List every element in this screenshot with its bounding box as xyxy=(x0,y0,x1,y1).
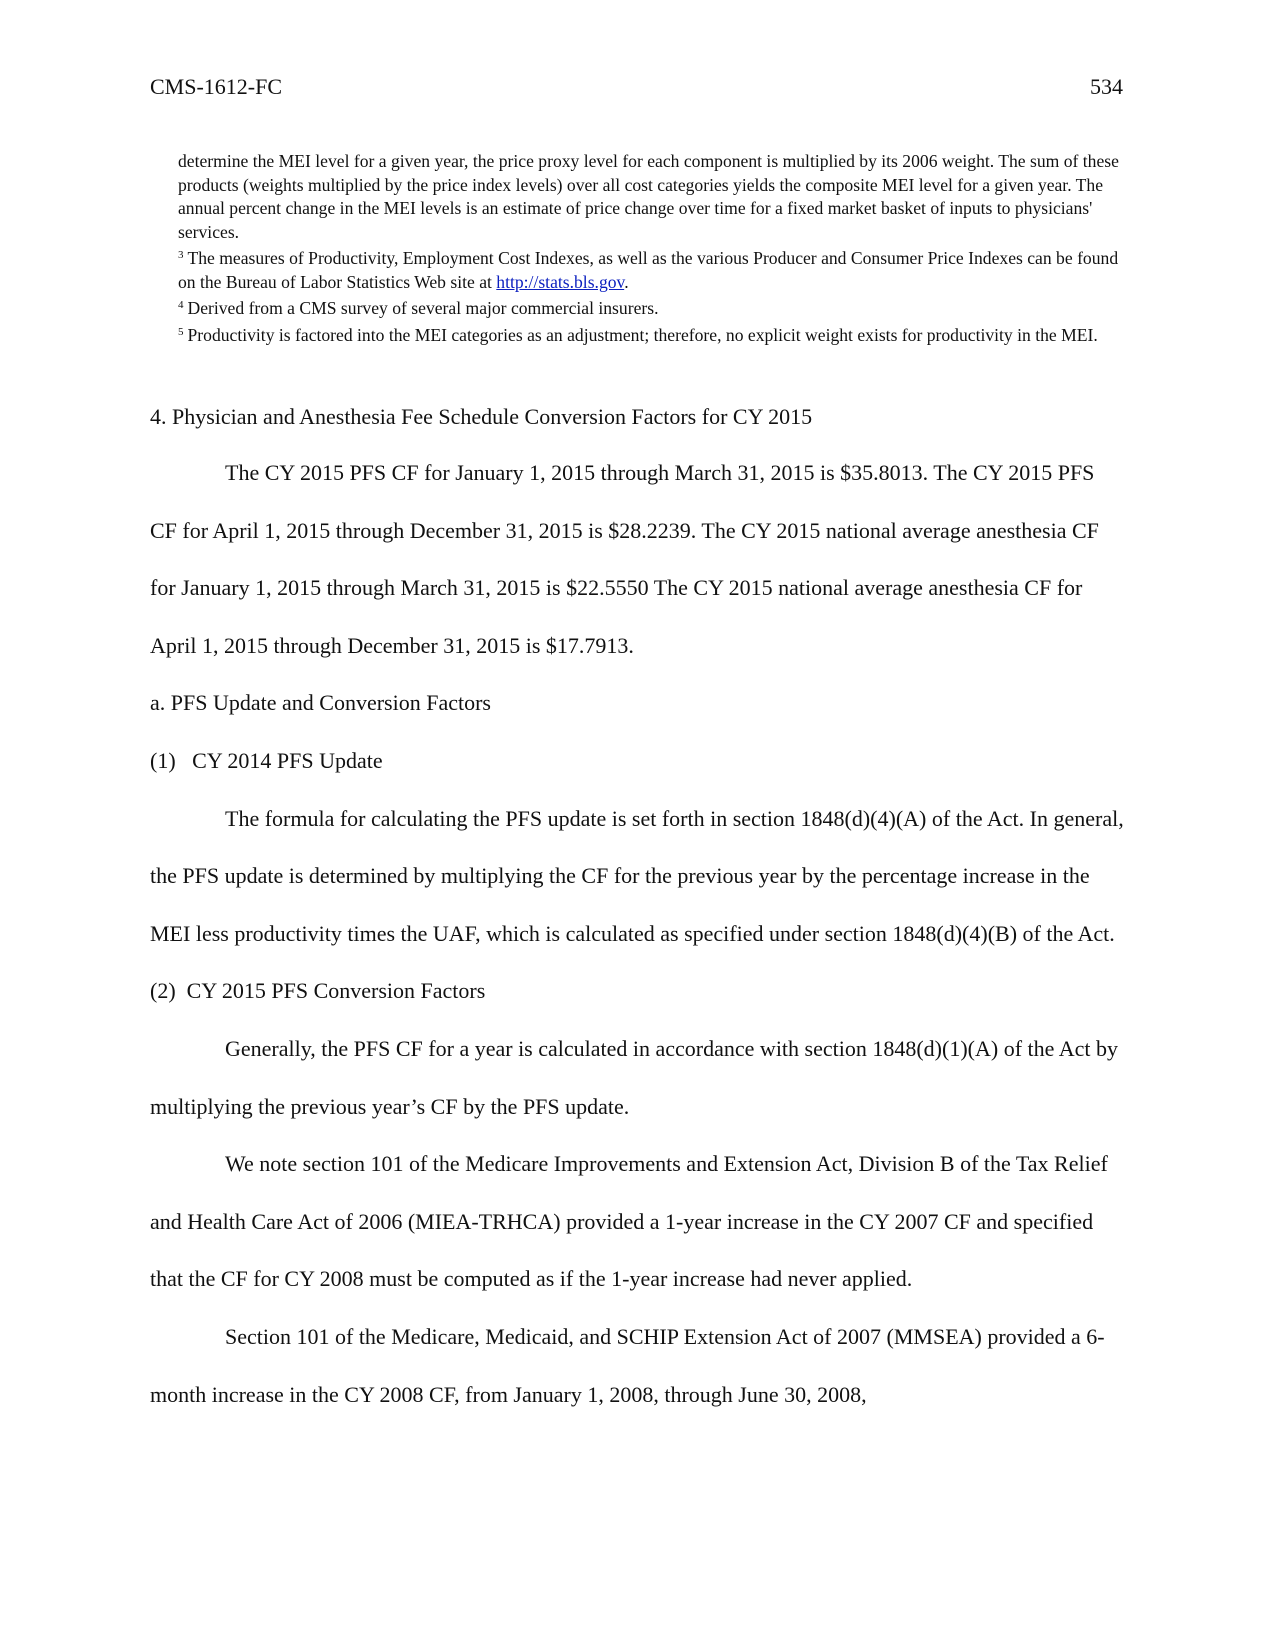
footnote-3 xyxy=(178,244,1128,294)
paragraph-miea-trhca: We note section 101 of the Medicare Improvements and Extension Act, Division B of the Tax Relief and Health Care Act of 2006 (MIEA-TRHCA) provided a 1-year increase in the CY 2007 CF and specified that the CF for CY 2008 must be computed as if the 1-year increase had never applied. xyxy=(150,1151,1108,1292)
footnote-5-marker: 5 xyxy=(178,325,184,338)
footnote-3-marker: 3 xyxy=(178,249,184,261)
paragraph-update-formula: The formula for calculating the PFS update is set forth in section 1848(d)(4)(A) of the Act. In general, the PFS update is determined by multiplying the CF for the previous year by the percentage increase in the MEI less productivity times the UAF, which is calculated as specified under section 1848(d)(4)(B) of the Act. xyxy=(150,805,1124,946)
footnote-5 xyxy=(178,321,1128,348)
page-number: 534 xyxy=(1090,74,1123,99)
body-text xyxy=(150,404,1125,1423)
footnote-4-marker: 4 xyxy=(178,299,184,311)
paragraph-cf-calculation: Generally, the PFS CF for a year is calculated in accordance with section 1848(d)(1)(A) of the Act by multiplying the previous year’s CF by the PFS update. xyxy=(150,1035,1118,1119)
footnote-5-text: Productivity is factored into the MEI categories as an adjustment; therefore, no explicit weight exists for productivity in the MEI. xyxy=(187,324,1098,345)
subsection-2-heading: (2) CY 2015 PFS Conversion Factors xyxy=(150,978,486,1004)
subsection-a-heading: a. PFS Update and Conversion Factors xyxy=(150,690,491,716)
bls-link[interactable]: http://stats.bls.gov xyxy=(496,271,625,292)
footnote-3-end: . xyxy=(624,271,629,292)
footnote-continued: determine the MEI level for a given year, the price proxy level for each component is multiplied by its 2006 weight. The sum of these products (weights multiplied by the price index levels) over all cost categories yields the composite MEI level for a given year. The annual percent change in the MEI levels is an estimate of price change over time for a fixed market basket of inputs to physicians' services. xyxy=(178,151,1119,242)
paragraph-mmsea: Section 101 of the Medicare, Medicaid, and SCHIP Extension Act of 2007 (MMSEA) provided a 6-month increase in the CY 2008 CF, from January 1, 2008, through June 30, 2008, xyxy=(150,1323,1105,1407)
footnote-3-text: The measures of Productivity, Employment Cost Indexes, as well as the various Producer and Consumer Price Indexes can be found on the Bureau of Labor Statistics Web site at xyxy=(178,248,1119,292)
paragraph-conversion-factors: The CY 2015 PFS CF for January 1, 2015 through March 31, 2015 is $35.8013. The CY 2015 PFS CF for April 1, 2015 through December 31, 2015 is $28.2239. The CY 2015 national average anesthesia CF for January 1, 2015 through March 31, 2015 is $22.5550 The CY 2015 national average anesthesia CF for April 1, 2015 through December 31, 2015 is $17.7913. xyxy=(150,460,1099,658)
document-id: CMS-1612-FC xyxy=(150,74,283,99)
footnotes xyxy=(178,150,1128,347)
section-4-heading: 4. Physician and Anesthesia Fee Schedule Conversion Factors for CY 2015 xyxy=(150,404,813,429)
subsection-1-heading: (1) CY 2014 PFS Update xyxy=(150,747,383,773)
footnote-4 xyxy=(178,294,1128,321)
footnote-4-text: Derived from a CMS survey of several major commercial insurers. xyxy=(187,298,659,318)
